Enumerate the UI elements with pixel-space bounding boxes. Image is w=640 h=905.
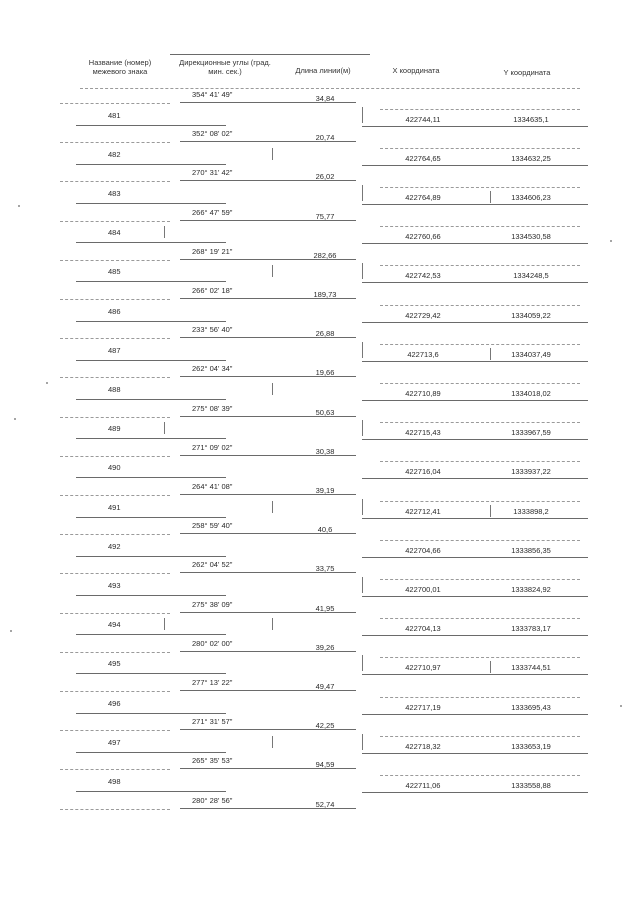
- segment-rule-left: [60, 142, 170, 143]
- point-number: 492: [108, 541, 121, 551]
- point-number: 493: [108, 581, 121, 590]
- y-coordinate: 1333695,43: [511, 702, 551, 712]
- line-length: 94,59: [315, 760, 335, 770]
- point-rule-right: [362, 596, 588, 597]
- segment-rule-left: [60, 769, 170, 770]
- y-coordinate: 1333967,59: [511, 428, 551, 438]
- point-number: 486: [108, 306, 121, 316]
- segment-rule: [180, 729, 356, 730]
- column-tick: [490, 348, 491, 360]
- x-coordinate: 422711,06: [405, 781, 441, 790]
- line-length: 75,77: [315, 211, 335, 221]
- x-coordinate: 422715,43: [405, 428, 441, 438]
- direction-angle: 277° 13' 22": [192, 678, 233, 687]
- column-tick: [362, 577, 363, 593]
- column-tick: [164, 618, 165, 630]
- point-rule-right: [362, 635, 588, 636]
- point-dash: [380, 501, 580, 502]
- point-rule-right: [362, 518, 588, 519]
- column-tick: [362, 734, 363, 750]
- y-coordinate: 1334606,23: [511, 193, 551, 202]
- point-number: 481: [108, 110, 121, 120]
- x-coordinate: 422742,53: [405, 271, 441, 281]
- segment-rule-left: [60, 691, 170, 692]
- point-number: 489: [108, 424, 121, 434]
- point-number: 497: [108, 737, 121, 747]
- column-tick: [272, 148, 273, 160]
- point-dash: [380, 657, 580, 658]
- segment-rule: [180, 612, 356, 613]
- point-rule: [76, 321, 226, 322]
- point-rule: [76, 203, 226, 204]
- point-number: 487: [108, 345, 121, 355]
- point-rule-right: [362, 792, 588, 793]
- y-coordinate: 1333783,17: [511, 624, 551, 634]
- point-rule: [76, 477, 226, 478]
- x-coordinate: 422716,04: [405, 467, 441, 477]
- segment-rule-left: [60, 652, 170, 653]
- point-rule: [76, 556, 226, 557]
- segment-rule: [180, 651, 356, 652]
- header-top-rule: [170, 54, 370, 55]
- segment-rule: [180, 808, 356, 809]
- line-length: 39,26: [315, 642, 335, 652]
- segment-rule-left: [60, 534, 170, 535]
- x-coordinate: 422764,89: [405, 193, 441, 202]
- point-number: 482: [108, 149, 121, 159]
- point-number: 496: [108, 698, 121, 708]
- column-tick: [490, 191, 491, 203]
- y-coordinate: 1333856,35: [511, 545, 551, 555]
- y-coordinate: 1333558,88: [511, 781, 551, 790]
- segment-rule-left: [60, 221, 170, 222]
- column-tick: [362, 107, 363, 123]
- segment-rule-left: [60, 809, 170, 810]
- direction-angle: 275° 08' 39": [192, 403, 233, 413]
- line-length: 19,66: [315, 368, 335, 378]
- point-dash: [380, 383, 580, 384]
- y-coordinate: 1334037,49: [511, 349, 551, 359]
- header-angle: Дирекционные углы (град. мин. сек.): [179, 58, 271, 76]
- direction-angle: 265° 35' 53": [192, 756, 233, 766]
- segment-rule-left: [60, 456, 170, 457]
- column-tick: [272, 618, 273, 630]
- point-rule: [76, 595, 226, 596]
- x-coordinate: 422713,6: [407, 349, 439, 359]
- point-rule: [76, 752, 226, 753]
- y-coordinate: 1333937,22: [511, 467, 551, 477]
- point-dash: [380, 461, 580, 462]
- direction-angle: 275° 38' 09": [192, 599, 233, 609]
- scan-speck: [620, 705, 622, 707]
- line-length: 49,47: [315, 682, 335, 691]
- column-tick: [272, 736, 273, 748]
- y-coordinate: 1334018,02: [511, 389, 551, 398]
- point-rule-right: [362, 126, 588, 127]
- point-rule: [76, 281, 226, 282]
- x-coordinate: 422712,41: [405, 506, 441, 516]
- line-length: 41,95: [315, 603, 335, 613]
- point-rule-right: [362, 282, 588, 283]
- direction-angle: 268° 19' 21": [192, 246, 233, 256]
- line-length: 189,73: [313, 290, 337, 299]
- point-number: 498: [108, 777, 121, 786]
- point-rule: [76, 791, 226, 792]
- scan-speck: [18, 205, 20, 207]
- point-rule-right: [362, 557, 588, 558]
- line-length: 282,66: [313, 250, 337, 260]
- column-tick: [362, 342, 363, 358]
- x-coordinate: 422744,11: [405, 114, 441, 124]
- segment-rule: [180, 494, 356, 495]
- segment-rule: [180, 141, 356, 142]
- point-number: 484: [108, 228, 121, 238]
- segment-rule: [180, 572, 356, 573]
- segment-rule-left: [60, 613, 170, 614]
- y-coordinate: 1334530,58: [511, 232, 551, 242]
- point-number: 495: [108, 659, 121, 669]
- y-coordinate: 1333653,19: [511, 741, 551, 751]
- segment-rule-left: [60, 730, 170, 731]
- direction-angle: 264° 41' 08": [192, 482, 233, 491]
- line-length: 42,25: [315, 721, 335, 731]
- direction-angle: 233° 56' 40": [192, 325, 233, 335]
- scan-speck: [10, 630, 12, 632]
- point-dash: [380, 187, 580, 188]
- column-tick: [490, 505, 491, 517]
- direction-angle: 280° 28' 56": [192, 795, 233, 805]
- line-length: 39,19: [315, 486, 335, 495]
- point-rule-right: [362, 204, 588, 205]
- header-bottom-rule: [80, 88, 580, 89]
- point-rule-right: [362, 322, 588, 323]
- point-number: 491: [108, 502, 121, 512]
- point-number: 483: [108, 189, 121, 198]
- line-length: 26,88: [315, 329, 335, 339]
- y-coordinate: 1333824,92: [511, 585, 551, 594]
- direction-angle: 352° 08' 02": [192, 129, 233, 139]
- column-tick: [362, 499, 363, 515]
- point-rule: [76, 125, 226, 126]
- column-tick: [362, 655, 363, 671]
- segment-rule-left: [60, 103, 170, 104]
- point-dash: [380, 736, 580, 737]
- point-dash: [380, 148, 580, 149]
- point-rule: [76, 360, 226, 361]
- column-tick: [490, 661, 491, 673]
- column-tick: [362, 263, 363, 279]
- point-dash: [380, 305, 580, 306]
- point-dash: [380, 618, 580, 619]
- header-y: Y координата: [503, 68, 551, 77]
- point-dash: [380, 226, 580, 227]
- x-coordinate: 422700,01: [405, 585, 441, 594]
- y-coordinate: 1334059,22: [511, 310, 551, 320]
- header-length: Длина линии(м): [295, 66, 351, 75]
- line-length: 20,74: [315, 133, 335, 143]
- segment-rule-left: [60, 338, 170, 339]
- direction-angle: 266° 02' 18": [192, 286, 233, 295]
- point-rule: [76, 438, 226, 439]
- segment-rule: [180, 533, 356, 534]
- column-tick: [272, 265, 273, 277]
- point-dash: [380, 344, 580, 345]
- x-coordinate: 422717,19: [405, 702, 441, 712]
- y-coordinate: 1334248,5: [513, 271, 549, 281]
- segment-rule-left: [60, 573, 170, 574]
- column-tick: [272, 501, 273, 513]
- direction-angle: 262° 04' 52": [192, 560, 233, 570]
- line-length: 30,38: [315, 446, 335, 456]
- direction-angle: 271° 09' 02": [192, 442, 233, 452]
- point-number: 494: [108, 620, 121, 630]
- x-coordinate: 422729,42: [405, 310, 441, 320]
- point-rule: [76, 399, 226, 400]
- point-rule-right: [362, 165, 588, 166]
- segment-rule: [180, 455, 356, 456]
- line-length: 52,74: [315, 799, 335, 809]
- point-dash: [380, 540, 580, 541]
- x-coordinate: 422710,97: [405, 663, 441, 673]
- point-rule-right: [362, 243, 588, 244]
- x-coordinate: 422710,89: [405, 389, 441, 398]
- point-dash: [380, 422, 580, 423]
- point-rule-right: [362, 439, 588, 440]
- direction-angle: 258° 59' 40": [192, 521, 233, 531]
- point-rule-right: [362, 674, 588, 675]
- direction-angle: 280° 02' 00": [192, 638, 233, 648]
- column-tick: [164, 226, 165, 238]
- x-coordinate: 422764,65: [405, 153, 441, 163]
- column-tick: [362, 420, 363, 436]
- point-rule: [76, 242, 226, 243]
- segment-rule: [180, 102, 356, 103]
- line-length: 26,02: [315, 172, 335, 182]
- segment-rule-left: [60, 377, 170, 378]
- point-rule-right: [362, 753, 588, 754]
- direction-angle: 271° 31' 57": [192, 717, 233, 727]
- header-name: Название (номер) межевого знака: [88, 58, 152, 76]
- scan-speck: [14, 418, 16, 420]
- segment-rule-left: [60, 299, 170, 300]
- point-rule-right: [362, 714, 588, 715]
- y-coordinate: 1334632,25: [511, 153, 551, 163]
- segment-rule-left: [60, 181, 170, 182]
- x-coordinate: 422704,13: [405, 624, 441, 634]
- point-dash: [380, 697, 580, 698]
- segment-rule: [180, 337, 356, 338]
- point-number: 485: [108, 267, 121, 277]
- x-coordinate: 422704,66: [405, 545, 441, 555]
- x-coordinate: 422718,32: [405, 741, 441, 751]
- point-dash: [380, 579, 580, 580]
- point-rule-right: [362, 400, 588, 401]
- segment-rule: [180, 376, 356, 377]
- line-length: 40,6: [317, 525, 333, 535]
- column-tick: [272, 383, 273, 395]
- line-length: 50,63: [315, 407, 335, 417]
- direction-angle: 266° 47' 59": [192, 207, 233, 217]
- line-length: 34,84: [315, 94, 335, 103]
- direction-angle: 262° 04' 34": [192, 364, 233, 374]
- y-coordinate: 1333898,2: [513, 506, 549, 516]
- point-dash: [380, 109, 580, 110]
- point-dash: [380, 265, 580, 266]
- direction-angle: 354° 41' 49": [192, 90, 233, 99]
- line-length: 33,75: [315, 564, 335, 574]
- point-number: 490: [108, 463, 121, 473]
- column-tick: [362, 185, 363, 201]
- direction-angle: 270° 31' 42": [192, 168, 233, 178]
- y-coordinate: 1333744,51: [511, 663, 551, 673]
- segment-rule-left: [60, 417, 170, 418]
- point-rule: [76, 713, 226, 714]
- header-x: X координата: [392, 66, 440, 75]
- point-dash: [380, 775, 580, 776]
- segment-rule-left: [60, 260, 170, 261]
- y-coordinate: 1334635,1: [513, 114, 549, 124]
- point-rule: [76, 634, 226, 635]
- scan-speck: [46, 382, 48, 384]
- point-rule: [76, 517, 226, 518]
- column-tick: [164, 422, 165, 434]
- segment-rule: [180, 298, 356, 299]
- segment-rule-left: [60, 495, 170, 496]
- point-number: 488: [108, 385, 121, 394]
- segment-rule: [180, 768, 356, 769]
- x-coordinate: 422760,66: [405, 232, 441, 242]
- point-rule: [76, 164, 226, 165]
- segment-rule: [180, 180, 356, 181]
- segment-rule: [180, 259, 356, 260]
- segment-rule: [180, 220, 356, 221]
- scan-speck: [610, 240, 612, 242]
- point-rule-right: [362, 478, 588, 479]
- point-rule-right: [362, 361, 588, 362]
- point-rule: [76, 673, 226, 674]
- segment-rule: [180, 690, 356, 691]
- segment-rule: [180, 416, 356, 417]
